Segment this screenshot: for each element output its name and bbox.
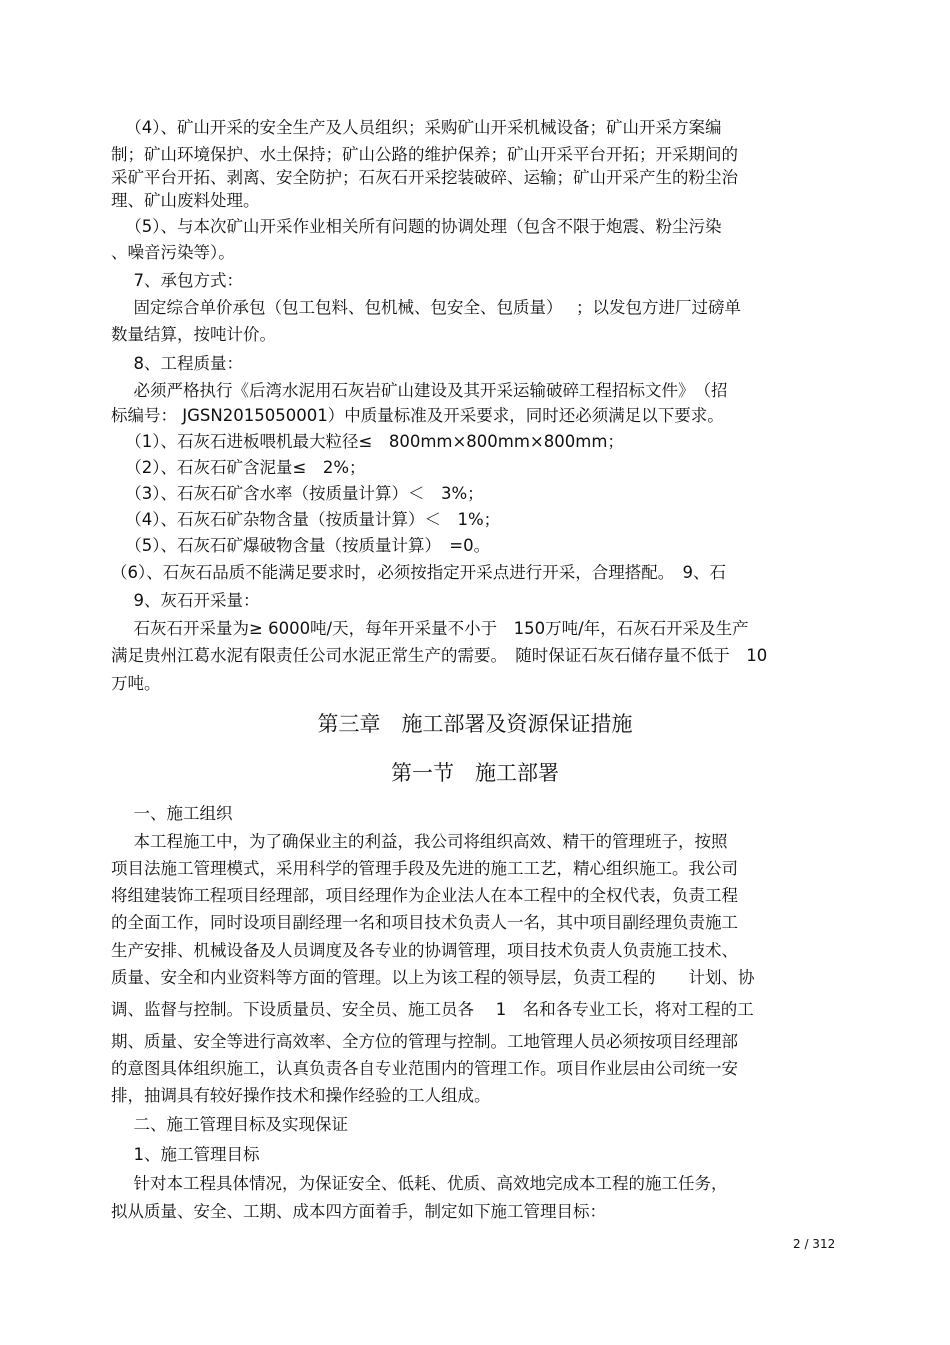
paragraph-line: 必须严格执行《后湾水泥用石灰岩矿山建设及其开采运输破碎工程招标文件》 （招: [117, 381, 728, 400]
paragraph-line: 一、施工组织: [117, 804, 233, 823]
paragraph-line: 生产安排、机械设备及人员调度及各专业的协调管理，项目技术负责人负责施工技术、: [111, 941, 738, 960]
paragraph-line: （5）、石灰石矿爆破物含量（按质量计算） =0。: [117, 536, 491, 555]
paragraph-line: （4）、矿山开采的安全生产及人员组织；采购矿山开采机械设备；矿山开采方案编: [117, 118, 722, 137]
paragraph-line: 项目法施工管理模式，采用科学的管理手段及先进的施工工艺，精心组织施工。我公司: [111, 859, 738, 878]
paragraph-line: 质量、安全和内业资料等方面的管理。以上为该工程的领导层，负责工程的 计划、协: [111, 968, 755, 987]
paragraph-line: 数量结算，按吨计价。: [111, 325, 276, 344]
paragraph-line: （2）、石灰石矿含泥量≤ 2%；: [117, 458, 366, 477]
paragraph-line: （6）、石灰石品质不能满足要求时，必须按指定开采点进行开采，合理搭配。 9、石: [111, 563, 726, 582]
paragraph-line: 将组建装饰工程项目经理部，项目经理作为企业法人在本工程中的全权代表，负责工程: [111, 886, 738, 905]
paragraph-line: 、噪音污染等）。: [111, 243, 235, 262]
paragraph-line: 万吨。: [111, 674, 161, 693]
paragraph-line: （5）、与本次矿山开采作业相关所有问题的协调处理（包含不限于炮震、粉尘污染: [117, 217, 722, 236]
paragraph-line: （1）、石灰石进板喂机最大粒径≤ 800mm×800mm×800mm；: [117, 432, 624, 451]
paragraph-line: 满足贵州江葛水泥有限责任公司水泥正常生产的需要。 随时保证石灰石储存量不低于 10: [111, 646, 768, 665]
section-title: 第一节 施工部署: [391, 761, 559, 785]
paragraph-line: 的全面工作，同时设项目副经理一名和项目技术负责人一名，其中项目副经理负责施工: [111, 913, 738, 932]
paragraph-line: 1、施工管理目标: [117, 1145, 260, 1164]
paragraph-line: （4）、石灰石矿杂物含量（按质量计算）＜ 1%；: [117, 510, 501, 529]
page-number: 2 / 312: [793, 1237, 836, 1251]
paragraph-line: 石灰石开采量为≥ 6000吨/天，每年开采量不小于 150万吨/年，石灰石开采及生产: [117, 619, 749, 638]
paragraph-line: 固定综合单价承包（包工包料、包机械、包安全、包质量） ；以发包方进厂过磅单: [117, 298, 741, 317]
paragraph-line: 标编号： JGSN2015050001）中质量标准及开采要求，同时还必须满足以下要求。: [111, 406, 724, 425]
paragraph-line: 本工程施工中，为了确保业主的利益，我公司将组织高效、精干的管理班子，按照: [117, 832, 728, 851]
paragraph-line: 理、矿山废料处理。: [111, 191, 260, 210]
paragraph-line: 期、质量、安全等进行高效率、全方位的管理与控制。工地管理人员必须按项目经理部: [111, 1032, 738, 1051]
paragraph-line: 调、监督与控制。下设质量员、安全员、施工员各 1 名和各专业工长，将对工程的工: [111, 1000, 754, 1019]
paragraph-line: 制；矿山环境保护、水土保持；矿山公路的维护保养；矿山开采平台开拓；开采期间的: [111, 145, 738, 164]
paragraph-line: 二、施工管理目标及实现保证: [117, 1115, 348, 1134]
paragraph-line: 采矿平台开拓、剥离、安全防护；石灰石开采挖装破碎、运输；矿山开采产生的粉尘治: [111, 168, 738, 187]
chapter-title: 第三章 施工部署及资源保证措施: [317, 712, 633, 736]
paragraph-line: 9、灰石开采量：: [117, 591, 260, 610]
paragraph-line: 排，抽调具有较好操作技术和操作经验的工人组成。: [111, 1086, 491, 1105]
paragraph-line: 7、承包方式：: [117, 271, 243, 290]
paragraph-line: （3）、石灰石矿含水率（按质量计算）＜ 3%；: [117, 484, 484, 503]
paragraph-line: 针对本工程具体情况，为保证安全、低耗、优质、高效地完成本工程的施工任务，: [117, 1174, 728, 1193]
paragraph-line: 拟从质量、安全、工期、成本四方面着手，制定如下施工管理目标：: [111, 1202, 606, 1221]
paragraph-line: 8、工程质量：: [117, 354, 243, 373]
paragraph-line: 的意图具体组织施工，认真负责各自专业范围内的管理工作。项目作业层由公司统一安: [111, 1059, 738, 1078]
